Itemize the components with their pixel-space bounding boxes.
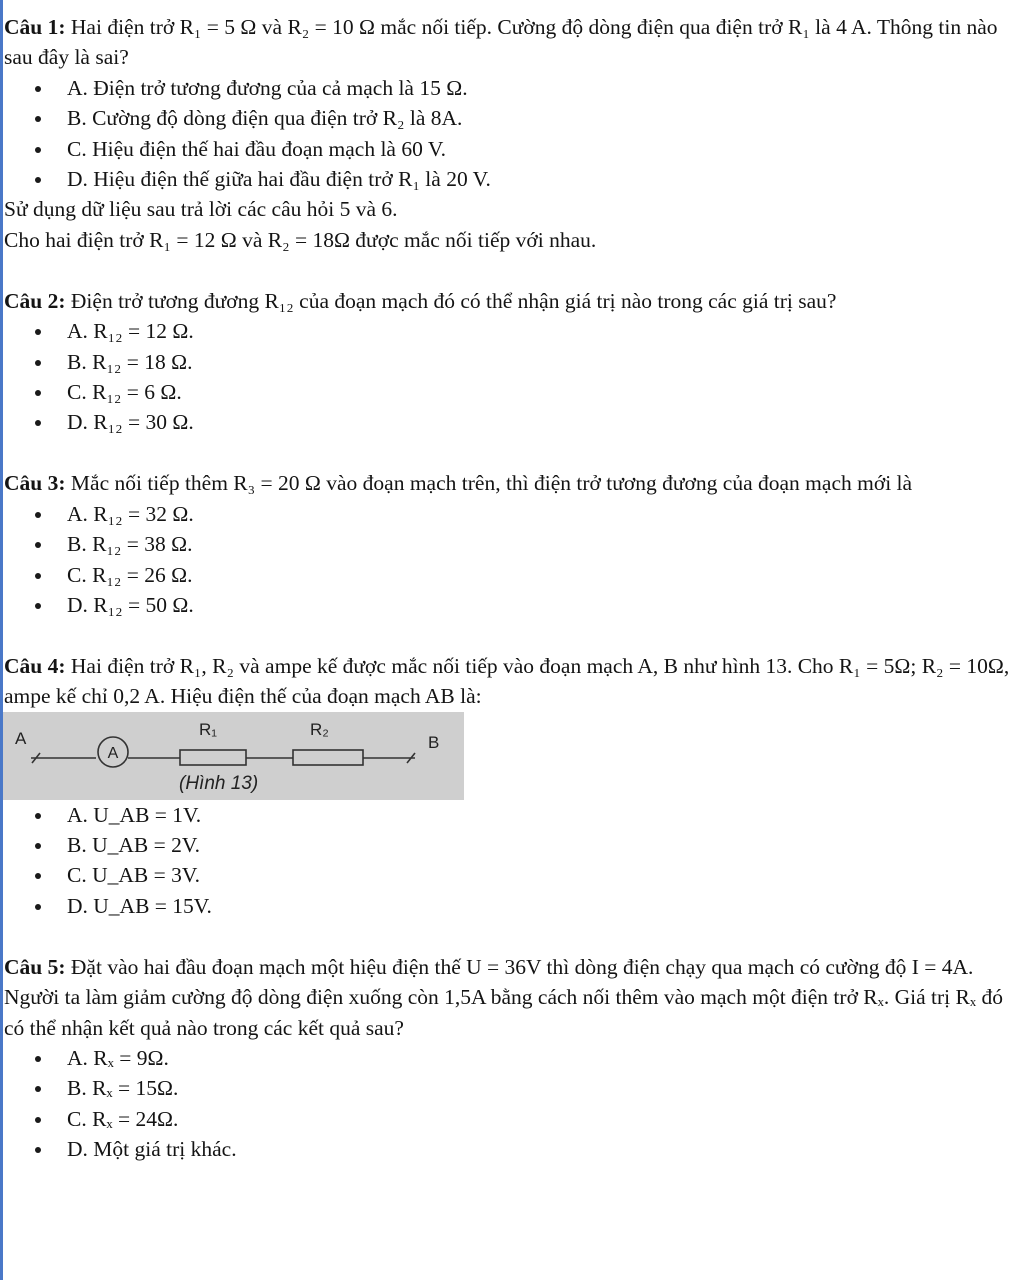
resistor-r1: [180, 750, 246, 765]
options-list: [4, 73, 1024, 195]
option-d: D. R₁₂ = 30 Ω.: [4, 407, 1024, 437]
options-list: [4, 499, 1024, 621]
question-text: Mắc nối tiếp thêm R₃ = 20 Ω vào đoạn mạch trên, thì điện trở tương đương của đoạn mạch mới là: [70, 471, 913, 496]
ammeter-label: A: [107, 744, 119, 762]
option-b: B. U_AB = 2V.: [4, 830, 1024, 860]
question-label: Câu 2:: [4, 288, 66, 313]
question-stem: [4, 286, 1022, 316]
terminal-a-label: A: [15, 728, 27, 748]
page-left-edge: [0, 0, 3, 1280]
question-text: Hai điện trở R₁ = 5 Ω và R₂ = 10 Ω mắc nối tiếp. Cường độ dòng điện qua điện trở R₁ là 4 A. Thông tin nào sau đây là sai?: [4, 15, 998, 70]
option-c: C. R₁₂ = 26 Ω.: [4, 560, 1024, 590]
r2-label: R₂: [310, 719, 329, 739]
r1-label: R₁: [199, 719, 218, 739]
option-d: D. Hiệu điện thế giữa hai đầu điện trở R₁ là 20 V.: [4, 164, 1024, 194]
question-stem: [4, 468, 1022, 498]
question-5: [4, 952, 1024, 1165]
question-stem: [4, 651, 1022, 712]
option-a: A. U_AB = 1V.: [4, 800, 1024, 830]
option-d: D. R₁₂ = 50 Ω.: [4, 590, 1024, 620]
terminal-b-label: B: [428, 732, 440, 752]
question-text: Điện trở tương đương R₁₂ của đoạn mạch đó có thể nhận giá trị nào trong các giá trị sau?: [70, 288, 837, 313]
option-c: C. Rₓ = 24Ω.: [4, 1104, 1024, 1134]
option-d: D. Một giá trị khác.: [4, 1134, 1024, 1164]
option-c: C. U_AB = 3V.: [4, 860, 1024, 890]
shared-data-given: Cho hai điện trở R₁ = 12 Ω và R₂ = 18Ω được mắc nối tiếp với nhau.: [4, 227, 597, 252]
question-text: Đặt vào hai đầu đoạn mạch một hiệu điện thế U = 36V thì dòng điện chạy qua mạch có cường độ I = 4A. Người ta làm giảm cường độ dòng điện xuống còn 1,5A bằng cách nối thêm vào mạch một điện trở Rₓ. Giá trị Rₓ đó có thể nhận kết quả nào trong các kết quả sau?: [4, 954, 1003, 1040]
document: [4, 12, 1024, 1165]
circuit-figure: [3, 712, 464, 800]
question-3: [4, 468, 1024, 620]
option-b: B. R₁₂ = 38 Ω.: [4, 529, 1024, 559]
question-text: Hai điện trở R₁, R₂ và ampe kế được mắc nối tiếp vào đoạn mạch A, B như hình 13. Cho R₁ = 5Ω; R₂ = 10Ω, ampe kế chỉ 0,2 A. Hiệu điện thế của đoạn mạch AB là:: [4, 653, 1010, 709]
question-label: Câu 1:: [4, 15, 66, 39]
options-list: [4, 1043, 1024, 1165]
question-stem: [4, 952, 1022, 1043]
resistor-r2: [293, 750, 363, 765]
question-label: Câu 5:: [4, 954, 66, 979]
option-a: A. R₁₂ = 12 Ω.: [4, 316, 1024, 346]
question-stem: [4, 12, 1022, 73]
option-a: A. Rₓ = 9Ω.: [4, 1043, 1024, 1073]
option-b: B. Rₓ = 15Ω.: [4, 1073, 1024, 1103]
options-list: [4, 800, 1024, 922]
option-a: A. R₁₂ = 32 Ω.: [4, 499, 1024, 529]
figure-caption: (Hình 13): [179, 772, 259, 794]
option-b: B. Cường độ dòng điện qua điện trở R₂ là 8A.: [4, 103, 1024, 133]
option-d: D. U_AB = 15V.: [4, 891, 1024, 921]
question-2: [4, 286, 1024, 438]
question-4: [4, 651, 1024, 921]
shared-data-intro: Sử dụng dữ liệu sau trả lời các câu hỏi 5 và 6.: [4, 197, 398, 222]
options-list: [4, 316, 1024, 438]
option-a: A. Điện trở tương đương của cả mạch là 15 Ω.: [4, 73, 1024, 103]
question-1: [4, 12, 1024, 255]
question-label: Câu 4:: [4, 653, 66, 678]
option-c: C. R₁₂ = 6 Ω.: [4, 377, 1024, 407]
option-c: C. Hiệu điện thế hai đầu đoạn mạch là 60 V.: [4, 134, 1024, 164]
option-b: B. R₁₂ = 18 Ω.: [4, 347, 1024, 377]
question-label: Câu 3:: [4, 471, 66, 496]
